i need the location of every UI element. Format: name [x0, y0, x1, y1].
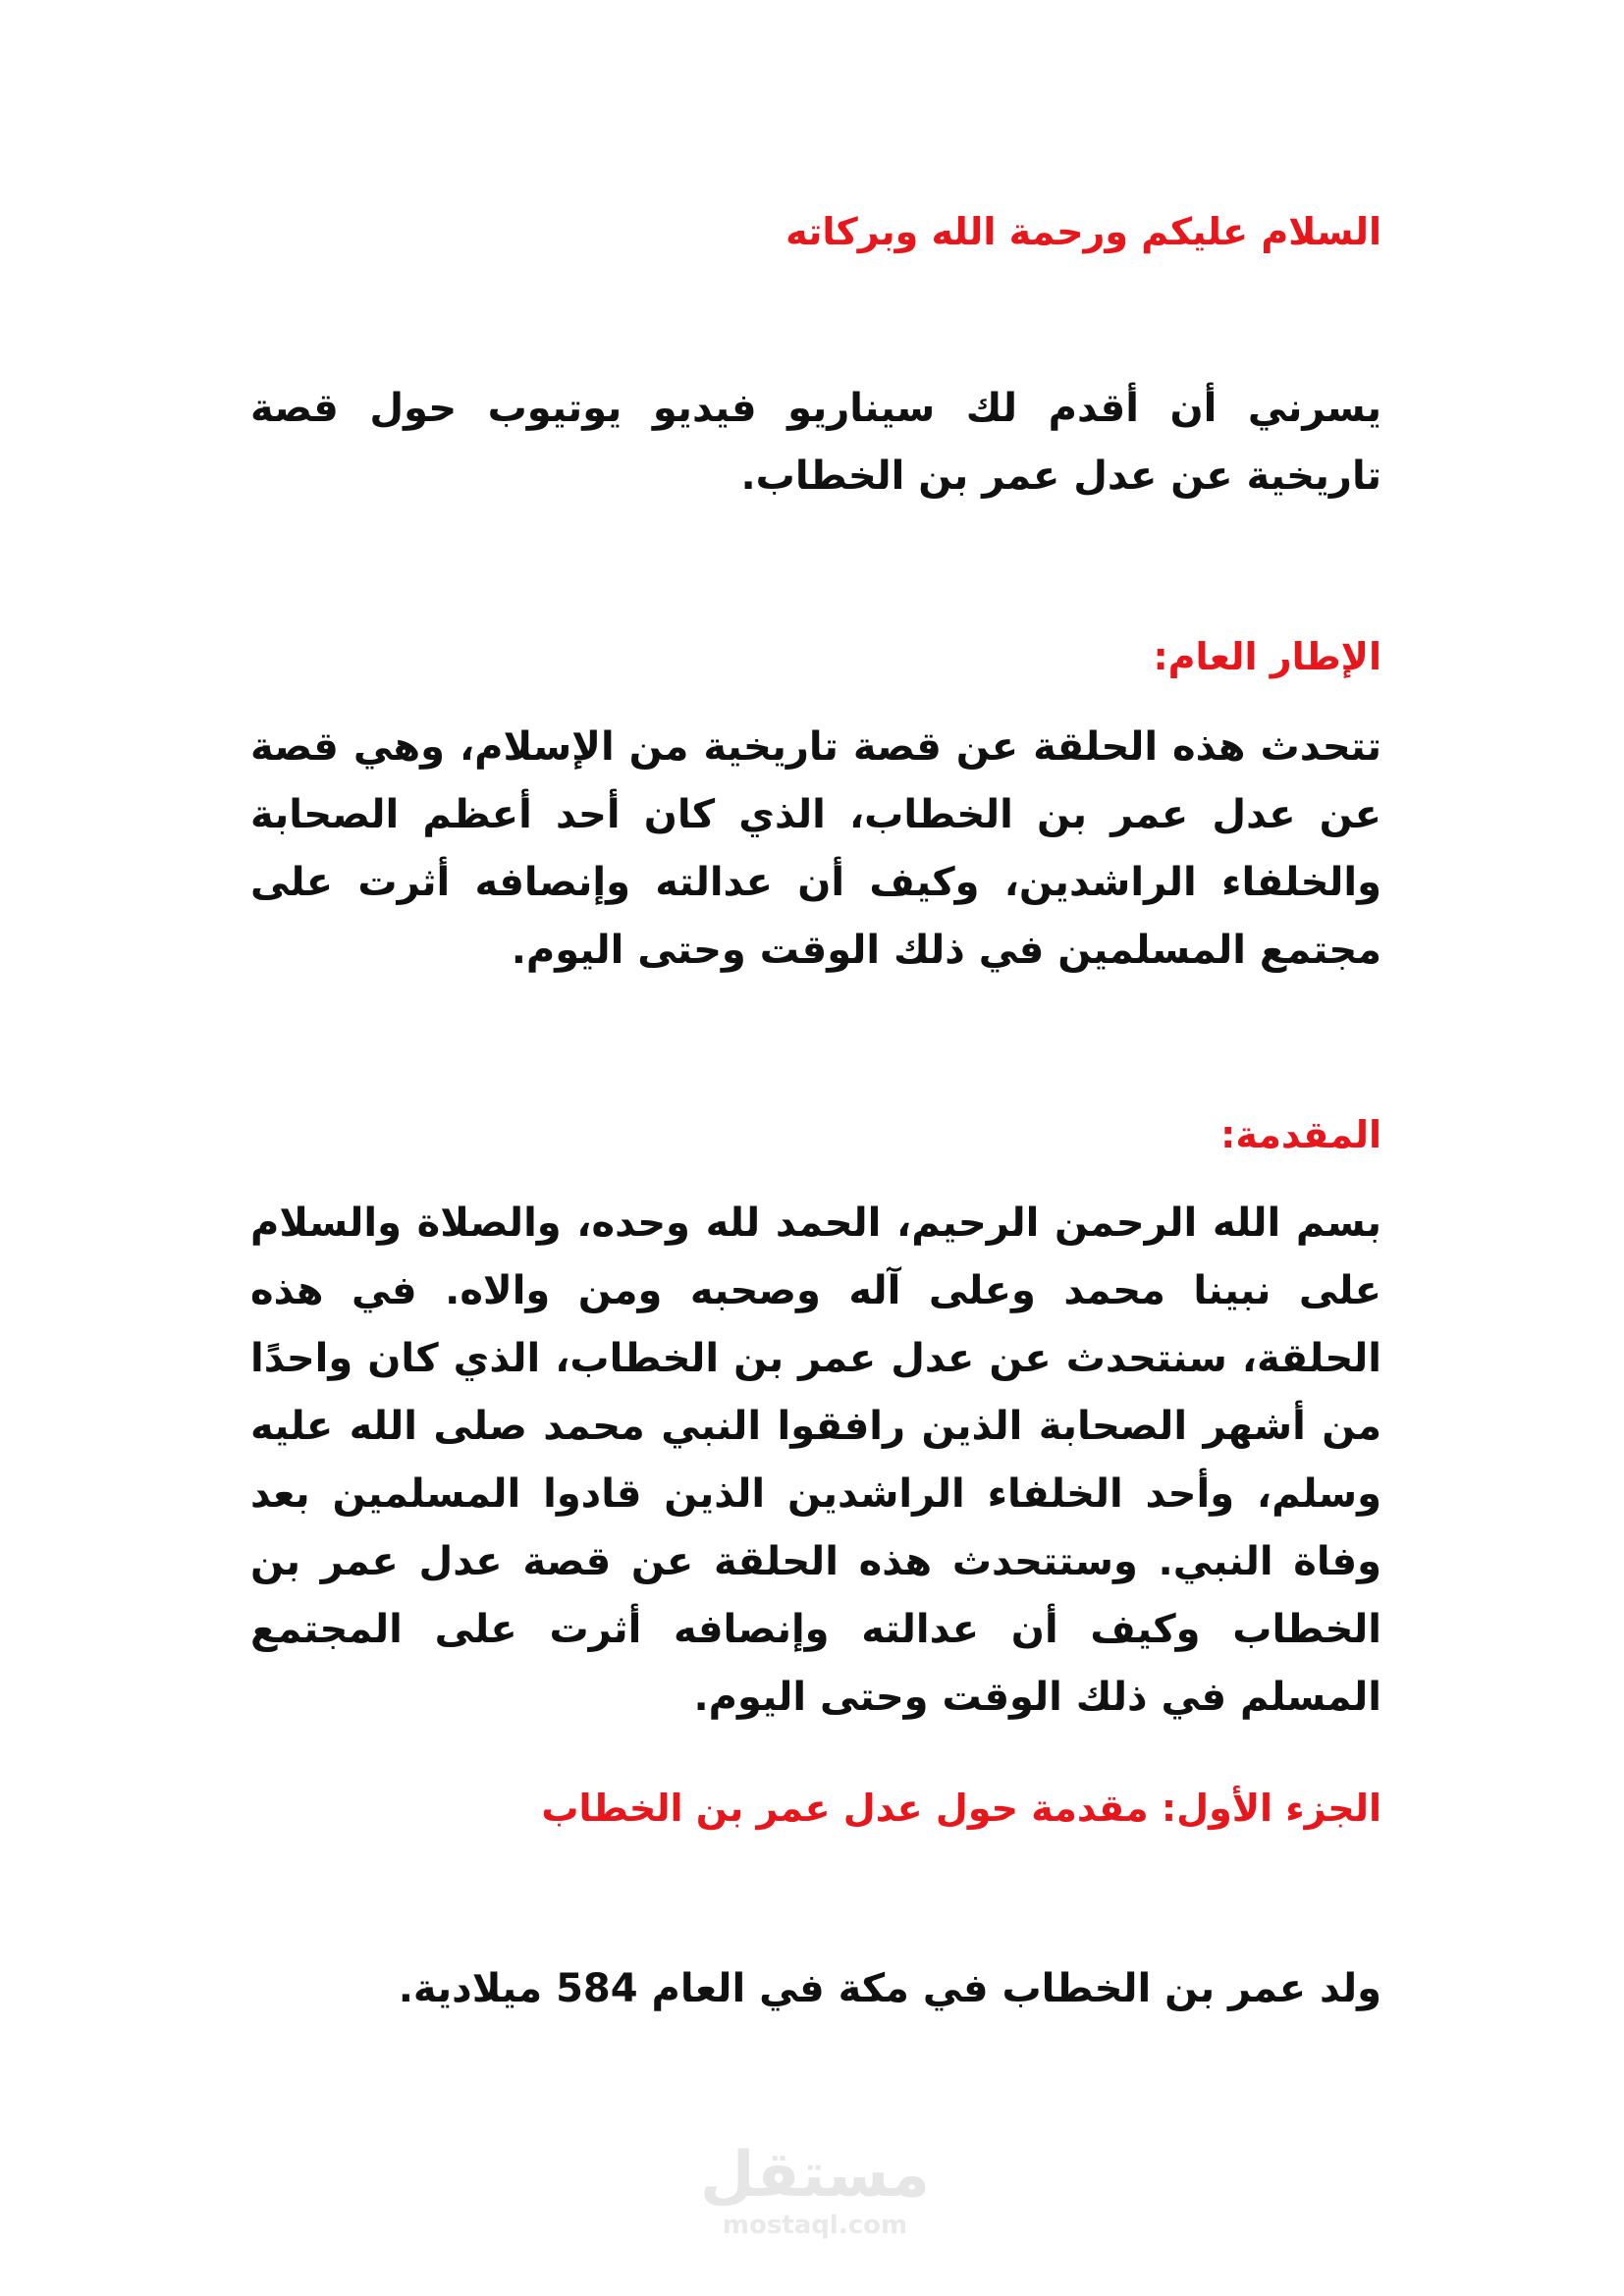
watermark-domain: mostaql.com: [722, 2211, 908, 2240]
section-paragraph: بسم الله الرحمن الرحيم، الحمد لله وحده، والصلاة والسلام على نبينا محمد وعلى آله وصحبه ومن والاه. في هذه الحلقة، سنتحدث عن عدل عمر بن الخطاب، الذي كان واحدًا من أشهر الصحابة الذين رافقوا النبي محمد صلى الله عليه وسلم، وأحد الخلفاء الراشدين الذين قادوا المسلمين بعد وفاة النبي. وستتحدث هذه الحلقة عن قصة عدل عمر بن الخطاب وكيف أن عدالته وإنصافه أثرت على المجتمع المسلم في ذلك الوقت وحتى اليوم.: [250, 1201, 1381, 1720]
greeting-block: [250, 208, 1381, 255]
intro-paragraph: يسرني أن أقدم لك سيناريو فيديو يوتيوب حول قصة تاريخية عن عدل عمر بن الخطاب.: [250, 386, 1381, 499]
section-introduction: [250, 1111, 1381, 1158]
watermark-logo: مستقل: [699, 2139, 931, 2212]
section-part-one-body: [250, 1955, 1381, 2023]
section-heading: الجزء الأول: مقدمة حول عدل عمر بن الخطاب: [541, 1787, 1381, 1830]
mostaql-watermark: [687, 2140, 943, 2240]
section-introduction-body: [250, 1190, 1381, 1732]
section-paragraph: ولد عمر بن الخطاب في مكة في العام 584 ميلادية.: [398, 1966, 1381, 2011]
section-heading: الإطار العام:: [1153, 635, 1381, 678]
section-heading: المقدمة:: [1220, 1113, 1381, 1156]
intro-block: [250, 375, 1381, 510]
section-part-one: [250, 1785, 1381, 1832]
section-general-framework: [250, 633, 1381, 680]
greeting-heading: السلام عليكم ورحمة الله وبركاته: [785, 210, 1381, 253]
section-paragraph: تتحدث هذه الحلقة عن قصة تاريخية من الإسلام، وهي قصة عن عدل عمر بن الخطاب، الذي كان أحد أعظم الصحابة والخلفاء الراشدين، وكيف أن عدالته وإنصافه أثرت على مجتمع المسلمين في ذلك الوقت وحتى اليوم.: [250, 724, 1381, 973]
section-general-framework-body: [250, 714, 1381, 985]
